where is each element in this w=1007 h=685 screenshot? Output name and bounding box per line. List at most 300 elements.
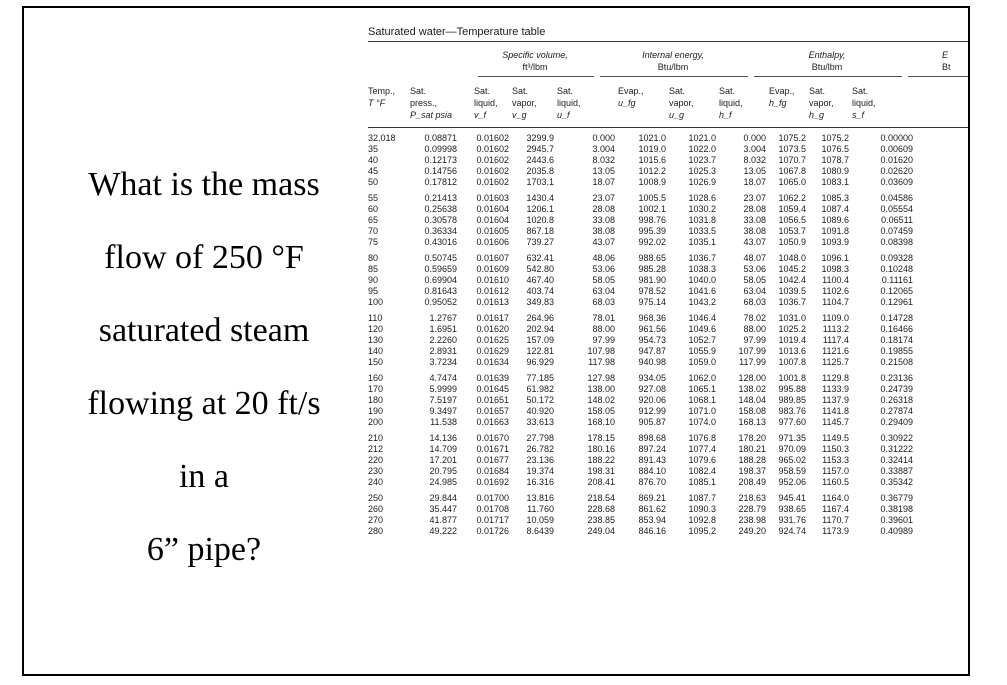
table-cell: 0.12961	[880, 297, 913, 307]
column-header-label: Sat.	[852, 86, 869, 96]
table-cell: 1041.6	[688, 286, 716, 296]
table-row	[368, 346, 970, 357]
table-cell: 0.01670	[476, 433, 509, 443]
table-cell: 1703.1	[526, 177, 554, 187]
table-cell: 0.01602	[476, 166, 509, 176]
table-cell: 1021.0	[638, 133, 666, 143]
table-row	[368, 324, 970, 335]
table-cell: 1121.6	[822, 346, 849, 356]
table-cell: 200	[368, 417, 384, 427]
table-cell: 33.08	[743, 215, 766, 225]
table-cell: 3.004	[743, 144, 766, 154]
table-cell: 0.01634	[476, 357, 509, 367]
table-cell: 403.74	[526, 286, 554, 296]
table-cell: 0.01603	[476, 193, 509, 203]
table-cell: 238.98	[738, 515, 766, 525]
table-cell: 1091.8	[821, 226, 849, 236]
column-header-label: Sat.	[512, 86, 529, 96]
table-cell: 28.08	[743, 204, 766, 214]
table-cell: 1039.5	[778, 286, 806, 296]
group-unit: Bt	[942, 62, 951, 72]
table-cell: 1079.6	[688, 455, 716, 465]
group-internal-energy	[598, 49, 748, 73]
table-cell: 920.06	[638, 395, 666, 405]
table-row	[368, 455, 970, 466]
table-cell: 24.985	[429, 477, 457, 487]
table-cell: 29.844	[429, 493, 457, 503]
table-cell: 1019.0	[638, 144, 666, 154]
table-cell: 18.07	[592, 177, 615, 187]
table-cell: 0.11161	[881, 275, 913, 285]
table-cell: 970.09	[778, 444, 806, 454]
table-cell: 3.004	[592, 144, 615, 154]
table-cell: 1019.4	[778, 335, 806, 345]
table-cell: 0.01663	[476, 417, 509, 427]
table-cell: 995.88	[778, 384, 806, 394]
table-cell: 1031.8	[688, 215, 716, 225]
table-cell: 1035.1	[688, 237, 716, 247]
table-cell: 5.9999	[429, 384, 457, 394]
table-cell: 212	[368, 444, 384, 454]
table-cell: 48.06	[592, 253, 615, 263]
table-cell: 1065.1	[688, 384, 716, 394]
table-cell: 0.07459	[880, 226, 913, 236]
table-cell: 947.87	[638, 346, 666, 356]
table-cell: 1109.0	[822, 313, 849, 323]
table-cell: 3299.9	[526, 133, 554, 143]
group-unit: Btu/lbm	[657, 62, 689, 72]
table-cell: 58.05	[592, 275, 615, 285]
column-header	[410, 85, 452, 121]
table-cell: 0.33887	[880, 466, 913, 476]
table-row	[368, 335, 970, 346]
table-cell: 1068.1	[688, 395, 716, 405]
column-header-label: Sat.	[557, 86, 574, 96]
table-cell: 122.81	[526, 346, 554, 356]
table-cell: 975.14	[638, 297, 666, 307]
table-cell: 1117.4	[822, 335, 849, 345]
table-cell: 0.01612	[476, 286, 509, 296]
table-cell: 1055.9	[688, 346, 716, 356]
table-cell: 0.14756	[424, 166, 457, 176]
table-cell: 9.3497	[429, 406, 457, 416]
table-cell: 157.09	[526, 335, 554, 345]
table-cell: 1033.5	[688, 226, 716, 236]
table-row	[368, 297, 970, 308]
table-cell: 208.41	[587, 477, 615, 487]
table-row	[368, 417, 970, 428]
table-cell: 35.447	[429, 504, 457, 514]
column-header-label: liquid,	[474, 98, 498, 108]
table-row	[368, 275, 970, 286]
table-cell: 96.929	[526, 357, 554, 367]
table-cell: 1100.4	[822, 275, 849, 285]
column-header-label: Sat.	[669, 86, 686, 96]
table-cell: 992.02	[638, 237, 666, 247]
table-cell: 1430.4	[526, 193, 554, 203]
table-cell: 68.03	[743, 297, 766, 307]
table-cell: 58.05	[743, 275, 766, 285]
table-cell: 0.31222	[880, 444, 913, 454]
table-cell: 0.01700	[476, 493, 509, 503]
table-cell: 1043.2	[688, 297, 716, 307]
table-cell: 65	[368, 215, 379, 225]
question-line: flowing at 20 ft/s	[87, 385, 321, 422]
table-cell: 0.01692	[476, 477, 509, 487]
table-cell: 1095.2	[688, 526, 716, 536]
table-row	[368, 226, 970, 237]
table-cell: 1074.0	[688, 417, 716, 427]
table-cell: 127.98	[587, 373, 615, 383]
table-cell: 78.01	[592, 313, 615, 323]
table-cell: 1036.7	[688, 253, 716, 263]
table-cell: 45	[368, 166, 379, 176]
table-cell: 1153.3	[822, 455, 849, 465]
table-cell: 218.63	[738, 493, 766, 503]
table-cell: 954.73	[638, 335, 666, 345]
table-cell: 11.760	[527, 504, 554, 514]
table-cell: 13.05	[743, 166, 766, 176]
table-cell: 1104.7	[822, 297, 849, 307]
table-row	[368, 286, 970, 297]
table-cell: 0.18174	[880, 335, 913, 345]
column-header	[618, 85, 644, 109]
group-name: E	[942, 50, 949, 60]
table-cell: 0.30922	[880, 433, 913, 443]
table-cell: 0.69904	[424, 275, 457, 285]
table-cell: 0.01684	[476, 466, 509, 476]
table-row	[368, 477, 970, 488]
table-cell: 0.01726	[476, 526, 509, 536]
table-cell: 1076.8	[688, 433, 716, 443]
group-name: Internal energy,	[642, 50, 704, 60]
title-rule	[368, 41, 970, 42]
table-cell: 940.98	[638, 357, 666, 367]
table-cell: 1076.5	[821, 144, 849, 154]
table-cell: 97.99	[592, 335, 615, 345]
column-header	[852, 85, 876, 121]
table-row	[368, 313, 970, 324]
table-cell: 891.43	[638, 455, 666, 465]
column-header	[368, 85, 395, 109]
slide	[22, 6, 970, 676]
table-cell: 60	[368, 204, 379, 214]
column-header-symbol: u_f	[557, 110, 570, 120]
table-cell: 1038.3	[688, 264, 716, 274]
table-cell: 1059.0	[688, 357, 716, 367]
table-cell: 63.04	[743, 286, 766, 296]
table-cell: 0.43016	[424, 237, 457, 247]
table-cell: 88.00	[592, 324, 615, 334]
table-cell: 0.06511	[881, 215, 913, 225]
table-cell: 0.40989	[880, 526, 913, 536]
table-cell: 1036.7	[778, 297, 806, 307]
table-cell: 198.31	[587, 466, 615, 476]
table-cell: 1026.9	[688, 177, 716, 187]
table-row	[368, 204, 970, 215]
table-cell: 188.22	[587, 455, 615, 465]
column-header-label: Sat.	[410, 86, 427, 96]
table-cell: 846.16	[638, 526, 666, 536]
table-cell: 0.01625	[476, 335, 509, 345]
table-cell: 869.21	[638, 493, 666, 503]
table-cell: 0.01677	[476, 455, 509, 465]
table-cell: 148.04	[738, 395, 766, 405]
table-cell: 1149.5	[822, 433, 849, 443]
column-header-symbol: P_sat psia	[410, 110, 453, 120]
table-cell: 140	[368, 346, 384, 356]
column-header-symbol: u_fg	[618, 98, 636, 108]
column-header-symbol: h_f	[719, 110, 732, 120]
table-cell: 170	[368, 384, 384, 394]
table-cell: 1015.6	[638, 155, 666, 165]
group-rule	[600, 76, 748, 77]
table-row	[368, 384, 970, 395]
table-cell: 0.35342	[880, 477, 913, 487]
table-cell: 4.7474	[429, 373, 457, 383]
table-cell: 0.39601	[880, 515, 913, 525]
table-cell: 138.00	[587, 384, 615, 394]
column-header	[669, 85, 694, 121]
table-cell: 985.28	[638, 264, 666, 274]
column-header-label: Sat.	[809, 86, 826, 96]
table-cell: 178.20	[738, 433, 766, 443]
table-cell: 0.01620	[476, 324, 509, 334]
table-cell: 1031.0	[778, 313, 806, 323]
table-cell: 739.27	[526, 237, 554, 247]
table-cell: 280	[368, 526, 384, 536]
column-header-symbol: u_g	[669, 110, 685, 120]
table-cell: 0.01708	[476, 504, 509, 514]
table-cell: 0.16466	[880, 324, 913, 334]
table-cell: 0.01602	[476, 144, 509, 154]
table-cell: 0.02620	[880, 166, 913, 176]
table-cell: 952.06	[778, 477, 806, 487]
table-row	[368, 215, 970, 226]
table-cell: 53.06	[592, 264, 615, 274]
question-line: What is the mass	[88, 166, 320, 203]
table-cell: 1023.7	[688, 155, 716, 165]
table-cell: 989.85	[778, 395, 806, 405]
table-cell: 1137.9	[822, 395, 849, 405]
table-cell: 150	[368, 357, 384, 367]
table-cell: 0.30578	[424, 215, 457, 225]
table-cell: 68.03	[592, 297, 615, 307]
column-header-label: liquid,	[719, 98, 743, 108]
table-cell: 218.54	[587, 493, 615, 503]
table-cell: 927.08	[638, 384, 666, 394]
table-cell: 0.21508	[880, 357, 913, 367]
table-cell: 884.10	[638, 466, 666, 476]
table-cell: 1087.4	[821, 204, 849, 214]
table-cell: 0.000	[592, 133, 615, 143]
table-cell: 0.38198	[880, 504, 913, 514]
table-cell: 0.01605	[476, 226, 509, 236]
table-row	[368, 395, 970, 406]
table-cell: 0.27874	[880, 406, 913, 416]
table-cell: 0.10248	[880, 264, 913, 274]
table-cell: 905.87	[638, 417, 666, 427]
table-cell: 0.01602	[476, 133, 509, 143]
table-cell: 1085.1	[688, 477, 716, 487]
header-rule	[368, 127, 970, 128]
table-cell: 260	[368, 504, 384, 514]
table-cell: 961.56	[638, 324, 666, 334]
table-cell: 988.65	[638, 253, 666, 263]
table-cell: 0.01613	[476, 297, 509, 307]
table-cell: 61.982	[526, 384, 554, 394]
table-cell: 1141.8	[822, 406, 849, 416]
table-cell: 148.02	[587, 395, 615, 405]
table-cell: 1102.6	[822, 286, 849, 296]
table-cell: 48.07	[743, 253, 766, 263]
column-header-symbol: T °F	[368, 98, 386, 108]
table-cell: 931.76	[778, 515, 806, 525]
table-row	[368, 466, 970, 477]
column-header-symbol: h_fg	[769, 98, 787, 108]
table-cell: 1096.1	[821, 253, 849, 263]
table-cell: 898.68	[638, 433, 666, 443]
table-cell: 1002.1	[638, 204, 666, 214]
column-header	[557, 85, 581, 121]
table-cell: 1113.2	[822, 324, 849, 334]
table-cell: 1125.7	[822, 357, 849, 367]
table-cell: 1053.7	[778, 226, 806, 236]
table-cell: 180.16	[587, 444, 615, 454]
table-cell: 128.00	[738, 373, 766, 383]
table-cell: 0.26318	[880, 395, 913, 405]
table-cell: 0.01609	[476, 264, 509, 274]
table-cell: 861.62	[638, 504, 666, 514]
table-cell: 0.01604	[476, 215, 509, 225]
table-cell: 2945.7	[526, 144, 554, 154]
table-cell: 1164.0	[822, 493, 849, 503]
table-cell: 0.08398	[880, 237, 913, 247]
table-cell: 0.01617	[476, 313, 509, 323]
column-header	[719, 85, 743, 121]
table-cell: 70	[368, 226, 379, 236]
column-header-label: Evap.,	[618, 86, 644, 96]
table-cell: 1071.0	[688, 406, 716, 416]
table-cell: 0.05554	[880, 204, 913, 214]
table-cell: 0.32414	[880, 455, 913, 465]
table-body	[368, 133, 970, 537]
table-cell: 1150.3	[822, 444, 849, 454]
table-row	[368, 193, 970, 204]
table-cell: 55	[368, 193, 379, 203]
table-cell: 168.13	[738, 417, 766, 427]
table-row	[368, 493, 970, 504]
table-title: Saturated water—Temperature table	[368, 26, 546, 38]
table-cell: 26.782	[526, 444, 554, 454]
table-cell: 1098.3	[821, 264, 849, 274]
table-cell: 945.41	[778, 493, 806, 503]
table-cell: 20.795	[429, 466, 457, 476]
table-cell: 1145.7	[822, 417, 849, 427]
table-cell: 8.032	[592, 155, 615, 165]
table-cell: 1020.8	[526, 215, 554, 225]
table-cell: 0.01645	[476, 384, 509, 394]
table-cell: 0.01651	[476, 395, 509, 405]
table-cell: 19.374	[526, 466, 554, 476]
table-cell: 130	[368, 335, 384, 345]
table-cell: 264.96	[526, 313, 554, 323]
table-cell: 924.74	[778, 526, 806, 536]
column-header-label: Evap.,	[769, 86, 795, 96]
table-cell: 1049.6	[688, 324, 716, 334]
table-cell: 1080.9	[821, 166, 849, 176]
column-header-label: Temp.,	[368, 86, 396, 96]
table-cell: 77.185	[526, 373, 554, 383]
table-cell: 1078.7	[821, 155, 849, 165]
table-cell: 7.5197	[429, 395, 457, 405]
table-cell: 63.04	[592, 286, 615, 296]
table-cell: 1022.0	[688, 144, 716, 154]
table-row	[368, 155, 970, 166]
column-header-symbol: h_g	[809, 110, 825, 120]
table-cell: 8.6439	[526, 526, 554, 536]
table-cell: 78.02	[743, 313, 766, 323]
table-row	[368, 177, 970, 188]
table-cell: 1070.7	[778, 155, 806, 165]
question-line: 6” pipe?	[146, 531, 262, 568]
table-cell: 43.07	[743, 237, 766, 247]
table-cell: 0.01657	[476, 406, 509, 416]
group-rule	[478, 76, 594, 77]
table-cell: 0.59659	[424, 264, 457, 274]
table-cell: 965.02	[778, 455, 806, 465]
table-row	[368, 166, 970, 177]
table-cell: 1075.2	[821, 133, 849, 143]
table-cell: 0.81643	[424, 286, 457, 296]
table-cell: 968.36	[638, 313, 666, 323]
table-cell: 8.032	[743, 155, 766, 165]
table-cell: 0.21413	[424, 193, 457, 203]
table-cell: 43.07	[592, 237, 615, 247]
table-cell: 90	[368, 275, 379, 285]
table-cell: 0.17812	[424, 177, 457, 187]
table-cell: 1129.8	[822, 373, 849, 383]
table-cell: 97.99	[743, 335, 766, 345]
table-cell: 1007.8	[778, 357, 806, 367]
table-cell: 40.920	[526, 406, 554, 416]
table-cell: 1056.5	[778, 215, 806, 225]
column-header-label: Sat.	[719, 86, 736, 96]
group-rule	[754, 76, 902, 77]
table-cell: 0.24739	[880, 384, 913, 394]
table-cell: 0.01629	[476, 346, 509, 356]
table-cell: 80	[368, 253, 379, 263]
question-line: saturated steam	[98, 312, 310, 349]
table-cell: 971.35	[778, 433, 806, 443]
group-rule	[908, 76, 970, 77]
group-specific-volume	[476, 49, 594, 73]
table-cell: 49.222	[429, 526, 457, 536]
table-cell: 934.05	[638, 373, 666, 383]
table-row	[368, 373, 970, 384]
table-cell: 1092.8	[688, 515, 716, 525]
table-cell: 897.24	[638, 444, 666, 454]
table-cell: 0.01602	[476, 177, 509, 187]
table-cell: 1050.9	[778, 237, 806, 247]
group-unit: ft³/lbm	[522, 62, 548, 72]
table-cell: 1170.7	[822, 515, 849, 525]
table-row	[368, 433, 970, 444]
table-cell: 0.04586	[880, 193, 913, 203]
table-cell: 0.09998	[424, 144, 457, 154]
table-cell: 190	[368, 406, 384, 416]
table-cell: 0.19855	[880, 346, 913, 356]
